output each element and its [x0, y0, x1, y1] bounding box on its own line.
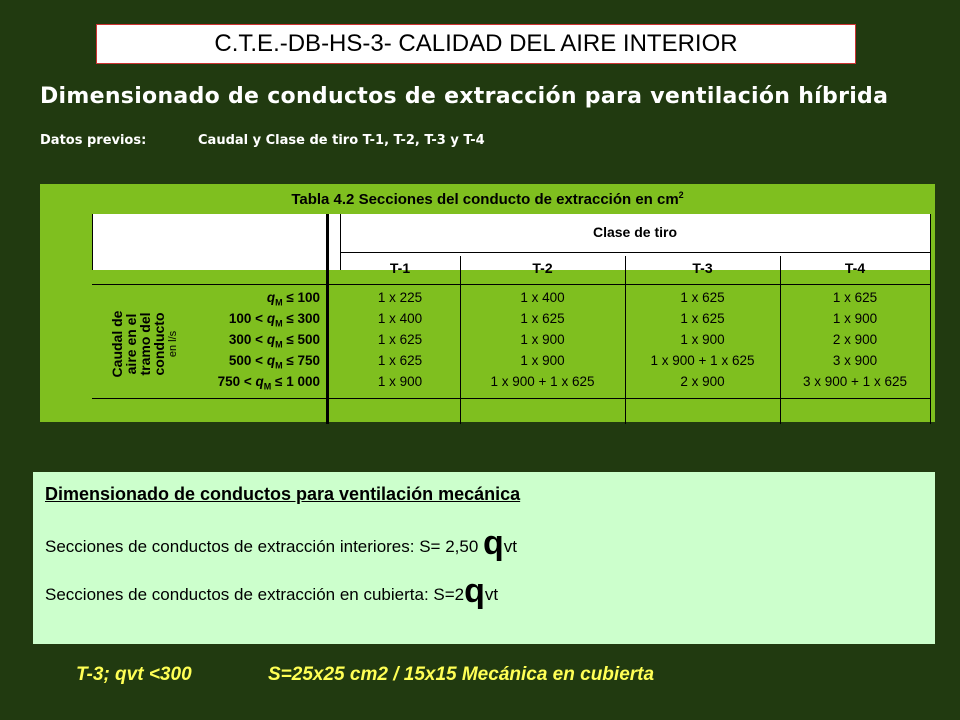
footer-part1: T-3; qvt <300: [76, 664, 192, 685]
row-label: $q_M \le 100$: [266, 290, 320, 308]
table-cell: 1 x 400: [520, 290, 565, 305]
table-cell: 1 x 400: [377, 311, 423, 326]
slide-title: C.T.E.-DB-HS-3- CALIDAD DEL AIRE INTERIOR: [214, 30, 738, 57]
side-unit: en l/s: [167, 330, 179, 358]
footer-note: [76, 664, 655, 686]
mech-heading: Dimensionado de conductos para ventilación mecánica: [45, 484, 521, 504]
title-superscript: 2: [678, 190, 684, 200]
table-cell: 1 x 900: [520, 353, 565, 368]
table-cell: 1 x 625: [680, 311, 725, 326]
table-cell: 1 x 900: [520, 332, 565, 347]
table-cell: 1 x 625: [377, 353, 423, 368]
header-divider: [340, 252, 930, 253]
table-cell: 1 x 625: [680, 290, 725, 305]
table-cell: 3 x 900: [832, 353, 878, 368]
mech-line-interiores: Secciones de conductos de extracción interiores: S= 2,50 qvt: [45, 524, 518, 562]
table-cell: 1 x 900 + 1 x 625: [650, 353, 755, 368]
clase-de-tiro-header: Clase de tiro: [592, 224, 678, 240]
subtitle: Dimensionado de conductos de extracción para ventilación híbrida: [40, 84, 889, 109]
header-bottom-line: [92, 284, 930, 285]
table-cell: 2 x 900: [680, 374, 725, 389]
table-cell: 1 x 225: [377, 290, 423, 305]
row-label: $750 < q_M \le 1$ 000: [217, 374, 320, 392]
table-cell: 1 x 625: [520, 311, 565, 326]
row-label: $300 < q_M \le 500$: [228, 332, 320, 350]
table-cell: 1 x 900: [832, 311, 878, 326]
divider-thick: [326, 214, 329, 424]
table-cell: 1 x 625: [832, 290, 878, 305]
col-line-left: [92, 214, 93, 270]
table-bottom-line: [92, 398, 930, 399]
mechanical-ventilation-box: [33, 472, 935, 644]
col-line-e: [930, 214, 931, 424]
datos-previos: [40, 133, 485, 148]
mech-line-cubierta: Secciones de conductos de extracción en cubierta: S=2qvt: [45, 572, 499, 610]
row-label: $500 < q_M \le 750$: [228, 353, 320, 371]
side-label: Caudal de aire en el tramo del conducto en l/s: [110, 274, 210, 414]
col-header-t4: T-4: [844, 260, 866, 276]
table-cell: 1 x 900: [377, 374, 423, 389]
table-cell: 1 x 900 + 1 x 625: [490, 374, 595, 389]
table-cell: 1 x 900: [680, 332, 725, 347]
table-cell: 3 x 900 + 1 x 625: [803, 374, 907, 389]
row-label: $100 < q_M \le 300$: [228, 311, 320, 329]
datos-label: Datos previos:: [40, 133, 147, 148]
table-title: Tabla 4.2 Secciones del conducto de extracción en $cm^2$: [291, 190, 684, 208]
col-header-t3: T-3: [692, 260, 713, 276]
datos-value: Caudal y Clase de tiro T-1, T-2, T-3 y T-4: [198, 133, 485, 148]
table-cell: 2 x 900: [832, 332, 878, 347]
footer-part2: S=25x25 cm2 / 15x15 Mecánica en cubierta: [268, 664, 655, 685]
table-4-2: [40, 184, 935, 422]
col-header-t2: T-2: [532, 260, 553, 276]
table-cell: 1 x 625: [377, 332, 423, 347]
col-header-t1: T-1: [389, 260, 411, 276]
slide-title-box: [96, 24, 856, 64]
